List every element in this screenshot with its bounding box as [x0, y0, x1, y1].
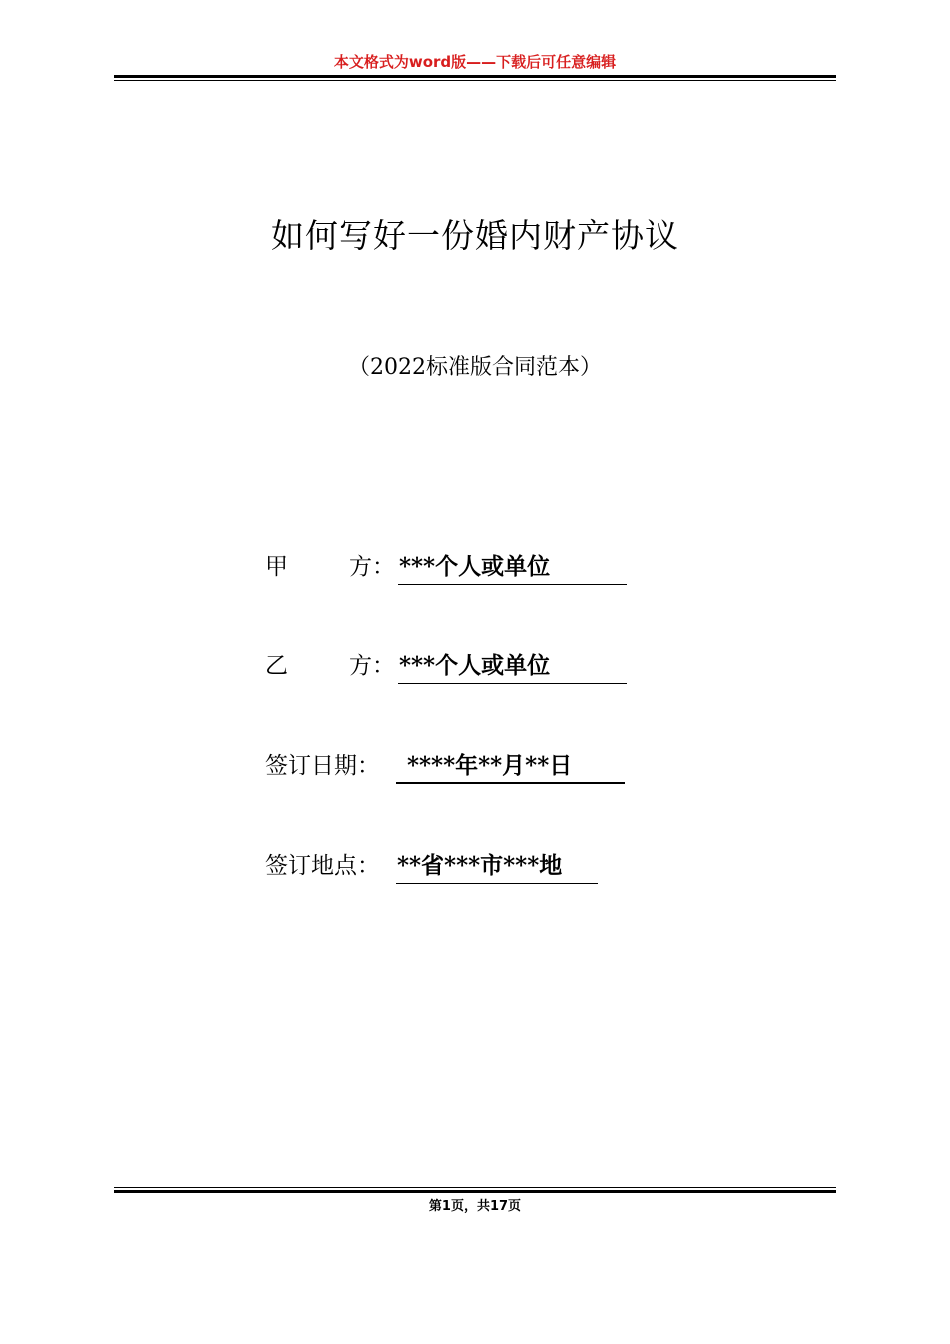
party-a-field	[265, 550, 635, 584]
header-rule-thin	[114, 80, 836, 81]
footer-rule	[114, 1190, 836, 1193]
party-a-value: ***个人或单位	[399, 553, 551, 580]
sign-place-label: 签订地点：	[265, 853, 380, 879]
party-a-underline	[398, 584, 627, 585]
sign-place-field	[265, 849, 635, 883]
party-b-label-second: 方：	[349, 653, 395, 679]
document-title: 如何写好一份婚内财产协议	[271, 216, 679, 255]
party-a-label	[265, 550, 395, 584]
sign-date-value: ****年**月**日	[407, 752, 573, 779]
header-note: 本文格式为word版——下载后可任意编辑	[333, 53, 617, 71]
party-b-label	[265, 649, 395, 683]
document-subtitle: （2022标准版合同范本）	[348, 355, 602, 380]
party-a-label-first: 甲	[265, 554, 288, 580]
party-b-value: ***个人或单位	[399, 652, 551, 679]
page-number: 第1页，共17页	[428, 1199, 522, 1214]
party-b-label-first: 乙	[265, 653, 288, 679]
header-rule	[114, 75, 836, 78]
sign-place-underline	[396, 883, 598, 884]
sign-date-field	[265, 749, 635, 783]
sign-date-underline	[396, 782, 625, 784]
party-a-label-second: 方：	[349, 554, 395, 580]
footer-rule-thin	[114, 1187, 836, 1188]
sign-date-label: 签订日期：	[265, 753, 380, 779]
party-b-field	[265, 649, 635, 683]
sign-place-value: **省***市***地	[397, 852, 563, 879]
party-b-underline	[398, 683, 627, 684]
